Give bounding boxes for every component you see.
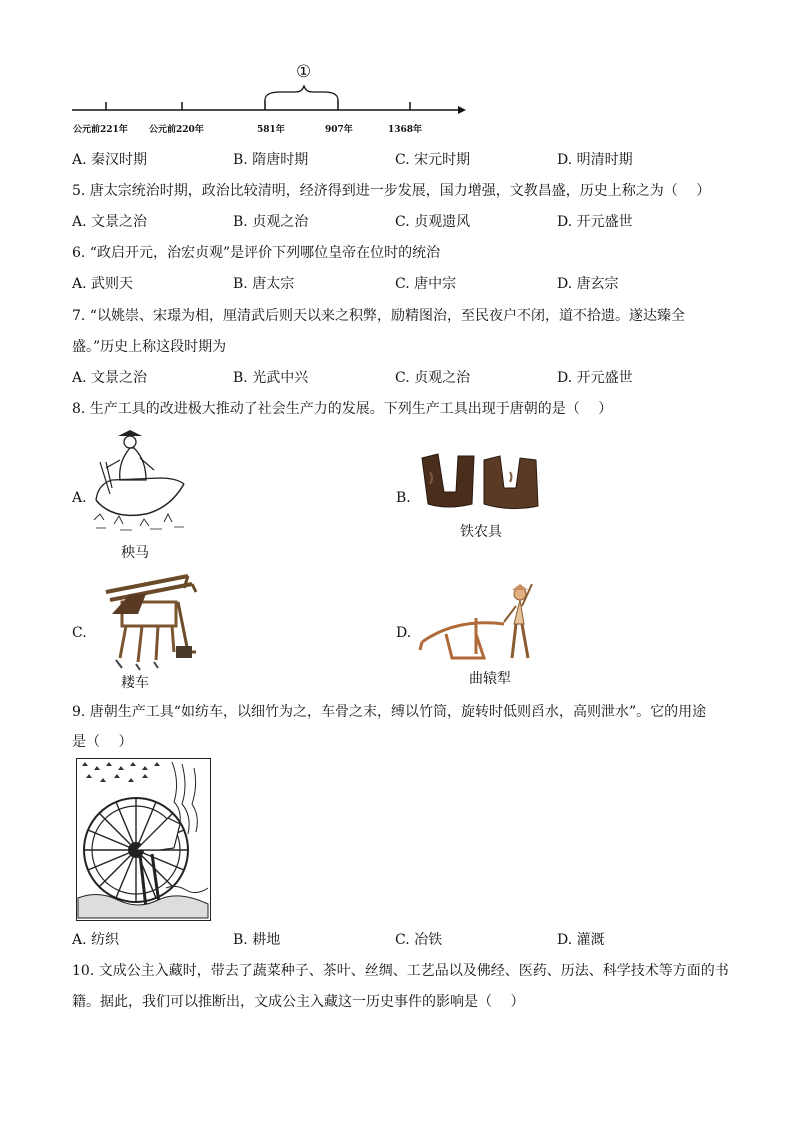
question-stem-continued: 盛。”历史上称这段时期为 [72,339,227,355]
question-stem: 6. “政启开元，治宏贞观”是评价下列哪位皇帝在位时的统治 [72,245,441,261]
quyuanli-illustration [416,578,546,664]
image-caption: 耧车 [121,675,149,691]
option-c: C. 唐中宗 [395,276,457,292]
question-stem-continued: 是（ ） [72,734,133,750]
timeline-label: 公元前221年 [73,125,128,135]
yangma-illustration [90,428,190,532]
question-stem-continued: 籍。据此，我们可以推断出，文成公主入藏这一历史事件的影响是（ ） [72,994,525,1010]
timeline-label: 581年 [257,125,285,135]
option-b: B. 耕地 [233,932,281,948]
option-d: D. 唐玄宗 [557,276,619,292]
option-b: B. 唐太宗 [233,276,295,292]
option-a-letter: A. [72,490,87,506]
question-stem: 8. 生产工具的改进极大推动了社会生产力的发展。下列生产工具出现于唐朝的是（ ） [72,401,613,417]
timeline [60,60,480,140]
question-stem: 7. “以姚崇、宋璟为相，厘清武后则天以来之积弊，励精图治，至民夜户不闭，道不拾遗。遂达臻全 [72,308,685,324]
option-a: A. 秦汉时期 [72,152,148,168]
option-b: B. 隋唐时期 [233,152,309,168]
timeline-marker: ① [296,62,312,82]
option-d: D. 明清时期 [557,152,633,168]
option-a: A. 纺织 [72,932,120,948]
option-a: A. 武则天 [72,276,134,292]
iron-tools-photo [414,452,548,512]
option-c: C. 贞观遗风 [395,214,471,230]
question-stem: 9. 唐朝生产工具“如纺车，以细竹为之，车骨之末，缚以竹筒，旋转时低则舀水，高则泄水”。它的用途 [72,704,707,720]
image-caption: 秧马 [121,545,149,561]
timeline-label: 1368年 [388,125,423,135]
option-d: D. 开元盛世 [557,370,633,386]
option-b: B. 贞观之治 [233,214,309,230]
image-caption: 铁农具 [460,524,502,540]
option-c: C. 贞观之治 [395,370,471,386]
option-d: D. 灌溉 [557,932,605,948]
image-caption: 曲辕犁 [469,671,511,687]
waterwheel-illustration [76,758,211,921]
question-stem: 10. 文成公主入藏时，带去了蔬菜种子、茶叶、丝绸、工艺品以及佛经、医药、历法、科学技术等方面的书 [72,963,729,979]
option-a: A. 文景之治 [72,370,148,386]
option-b: B. 光武中兴 [233,370,309,386]
option-d-letter: D. [396,625,412,641]
option-a: A. 文景之治 [72,214,148,230]
louche-illustration [92,572,202,672]
timeline-label: 907年 [325,125,353,135]
option-d: D. 开元盛世 [557,214,633,230]
timeline-label: 公元前220年 [149,125,204,135]
option-c-letter: C. [72,625,87,641]
option-c: C. 冶铁 [395,932,443,948]
question-stem: 5. 唐太宗统治时期，政治比较清明，经济得到进一步发展，国力增强，文教昌盛，历史上称之为（ ） [72,183,711,199]
option-c: C. 宋元时期 [395,152,471,168]
option-b-letter: B. [396,490,411,506]
